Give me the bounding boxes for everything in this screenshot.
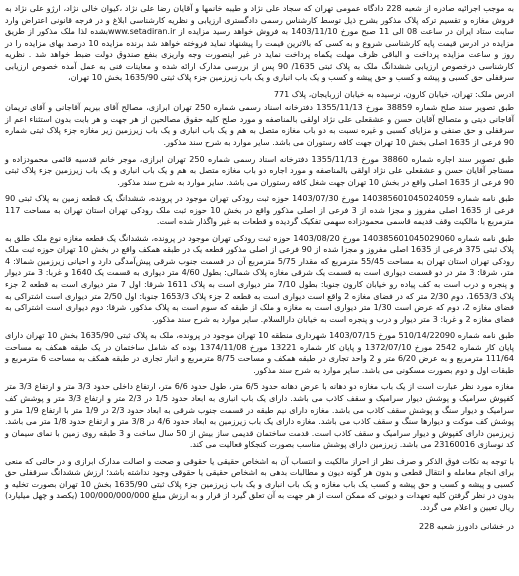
registry-letter-paragraph-1: طبق نامه شماره 140385601045024059 مورخ 1403/07/30 حوزه ثبت رودکی تهران موجود در پرونده، ششدانگ یک قطعه زمین به پلاک ثبتی 90 فرعی از 1635 اصلی مفروز و مجزا شده از 3 فرعی از اصلی مذکور واقع در بخش 10 حوزه ثبت ملک رودکی تهران استان تهران به مساحت 117 مترمربع با مالکیت وقف قدیمه قاسمی محمودزاده سهمی تفکیک گردیده و قطعات به غیر واگذار شده است.: [5, 194, 515, 227]
notice-body: [5, 3, 514, 513]
property-address: ادرس ملک: تهران، خیابان کارون، نرسیده به خیابان ازربایجان، پلاک 771: [273, 89, 514, 99]
settlement-deed-paragraph: طبق تصویر سند صلح شماره 38859 مورخ 1355/11/13 دفترخانه اسناد رسمی شماره 250 تهران ابرازی، مصالح آقای بیریم آقاجانی و آقای تریمان آقاجانی دیتی و متصالح آقایان حسن و عشقعلی علی نژاد اولقی بالمناصفه و مورد صلح کلیه حقوق مصالحین از هر جهت و هر بابت بدون استثناء اعم از سرقفلی و حق صنفی و مزایای کسبی و غیره نسبت به دو باب مغازه متصل به هم و یک باب انباری و یک باب زیرزمین زیر مغازه جزء پلاک ثبتی شماره 90 فرعی از 1635 اصلی بخش 10 تهران جهت کافه رستوران می باشد. سایر موارد به شرح سند مذکور.: [5, 103, 515, 148]
intro-paragraph: به موجب اجرائیه صادره از شعبه 228 دادگاه عمومی تهران که سجاد علی نژاد و طیبه خانمها و آقایان رضا علی نژاد ،کیوان خالی نژاد، ارژو علی نژاد به فروش مغازه و تقسیم ترکه پلاک مذکور بشرح ذیل توسط کارشناس رسمی دادگستری ارزیابی و نظریه کارشناسی ابلاغ و در فرجه قانونی اعتراض وارد سابت ستاد ایران در ساعت 08 الی 11 صبح مورخ 1403/11/10 به فروش خواهد رسید مزایده از www.setadiran.irبشده لذا ملک مذکور از طریق مزایده در ادرس قیمت پایه کارشناسی شروع و به کسی که بالاترین قیمت را پیشنهاد نماید فروخته خواهد شد برنده مزایده 10 درصد بهای مزایده را در روز و ساعت مزایده پرداخت و الباقی ظرف مهلت یکماه پرداخت نماید در غیر اینصورت وجه واریزی بنفع صندوق دولت ضبط خواهد شد . نظریه کارشناسی درخصوص ارزیابی ششدانگ ملک به پلاک ثبتی 1635/ 90 پس از بررسی مدارک ارائه شده و معاینات فنی به عمل آمده خصوص ارزیابی سرقفلی حق کسبی و پیشه و کسب و حق پیشه و کسب و یک باب انباری و یک باب زیرزمین جزء پلاک ثبتی 1635/90 بخش 10 تهران،: [5, 4, 514, 83]
signature-line-officer: در خشانی دادورز شعبه 228: [418, 522, 514, 532]
valuation-conclusion-paragraph: با توجه به نکات فوق الذکر و صرف نظر از احراز مالکیت و انتساب آن به اشخاص حقیقی یا حقوقی و صحت و اصالت مدارک ابرازی و در حالتی که منعی برای انجام معامله و انتقال قطعی و بدون هر گونه دیون و مطالبات بدهی به اشخاص حقیقی یا حقوقی وجود نداشته باشد؛ ارزش ششدانگ سرقفلی حق کسبی و پیشه و کسب و حق پیشه و کسب یک باب مغازه و یک باب انباری و یک باب زیرزمین جزء پلاک ثبتی 1635/90 بخش 10 تهران بصورت تخلیه و بدون در نظر گرفتن کلیه تعهدات و دیونی که ممکن است از هر جهت به آن تعلق گیرد از قرار و به ارزش مبلغ 100/000/000/000 (یکصد و چهل میلیارد) ریال تعیین و اعلام می گردد.: [5, 456, 515, 512]
shop-description-paragraph: مغازه مورد نظر عبارت است از یک باب مغازه دو دهانه با عرض دهانه حدود 6/5 متر، طول حدود 6/6 متر، ارتفاع داخلی حدود 3/3 متر و ارتفاع 3/3 متر کفپوش سرامیک و پوشش دیوار سرامیک و سقف کاذب می باشد. دارای یک باب انباری به ابعاد حدود 1/5 در 2/3 متر و ارتفاع 3/3 متر و پوشش کف سرامیک و دیوار سنگ و پوشش سقف کاذب می باشد. مغازه دارای نیم طبقه در قسمت جنوب شرقی به ابعاد حدود 2/3 در 1/9 متر با ارتفاع 1/9 متر و پوشش کف موکت و دیوارها سنگ و سقف کاذب می باشد. مغازه دارای یک باب زیرزمین به ابعاد حدود 4/6 در 3/8 متر و ارتفاع حدود 1/8 متر می باشد. زیرزمین دارای کفپوش و دیوار سرامیک و سقف کاذب است. قدمت ساختمان قدیمی ساز بیش از 50 سال ساخت و 3 طبقه روی زمین با نمای سیمان و کد نوسازی 23160016 می باشد. زیرزمین دارای پوشش مناسب بصورت کنجکاو فعالیت می کند.: [5, 382, 514, 450]
registry-letter-paragraph-2: طبق نامه شماره 140385601045029060 مورخ 1403/08/20 حوزه ثبت رودکی تهران موجود در پرونده، ششدانگ یک قطعه مغازه نوع ملک طلق به پلاک ثبتی 375 فرعی از 1635 اصلی مفروز و مجزا شده از 90 فرعی از اصلی مذکور قطعه یک در طبقه همکف واقع در بخش 10 تهران حوزه ثبت ملک رودکی تهران استان تهران به مساحت 55/45 مترمربع که مقدار 5/75 مترمربع آن در قسمت جنوب شرقی پیش‌آمدگی دارد و احیانی زیرزمین شمالا: 4 متر، شرقا: 3 متر در دو قسمت دیواری است به قسمت یک شرقی مغازه پلاک شمالی: بطول 4/60 متر دیواری به قسمت یک 1640 و غربا: 3 متر دیوار و پنجره و درب است به کف پیاده رو خیابان کارون جنوبا: بطول 7/10 متر دیواری است به پلاک 1611 شرقا: اول 7 متر دیواری است به قطعه 2 جزء پلاک 1653/3، دوم 2/30 متر که در فضای مغازه 2 واقع است دیواری است به قطعه 2 جزء پلاک 1653/3 جنوبا: اول 2/50 متر دیواری است اشتراکی به فضای مغازه 2، دوم که عرض است 1/30 متر دیواری است به مغازه و ملک از طبقه که سوم است به پلاک مذکور، شرقا: دوم دیواری است اشتراکی به فضای مغازه 2 و غربا: 3 متر دیوار و درب و پنجره است به خیابان دارالسلام. سایر موارد به شرح سند مذکور.: [5, 233, 515, 324]
lease-deed-paragraph: طبق تصویر سند اجاره شماره 38860 مورخ 1355/11/13 دفترخانه اسناد رسمی شماره 250 تهران ابرازی، موجر خانم قدسیه قائمی محمودزاده و مستاجر آقایان حسن و عشقعلی علی نژاد اولقی بالمناصفه و مورد اجاره دو باب مغازه متصل به هم و یک باب انباری و یک باب زیرزمین جزء پلاک ثبتی 90 فرعی از 1635 اصلی واقع در بخش 10 تهران جهت شغل کافه رستوران می باشد. سایر موارد به شرح سند مذکور.: [5, 154, 514, 187]
municipality-letter-paragraph: طبق نامه شماره 510/14/22090 مورخ 1403/07/15 شهرداری منطقه 10 تهران موجود در پرونده، ملک به پلاک ثبتی 1635/90 بخش 10 تهران دارای پایان کار شماره 2542 مورخ 1372/07/10 و پایان کار شماره 13221 مورخ 1374/11/08 بوده که شامل ساختمان در یک طبقه همکف به مساحت 111/64 مترمربع و به عرض 6/20 متر و 2 واحد تجاری در طبقه همکف و مساحت 8/75 مترمربع و انبار تجاری در طبقه همکف به مساحت 6 مترمربع و طبقات اول و دوم بصورت مسکونی می باشد. سایر موارد به شرح سند مذکور.: [5, 331, 515, 375]
signature-block: [5, 521, 514, 533]
